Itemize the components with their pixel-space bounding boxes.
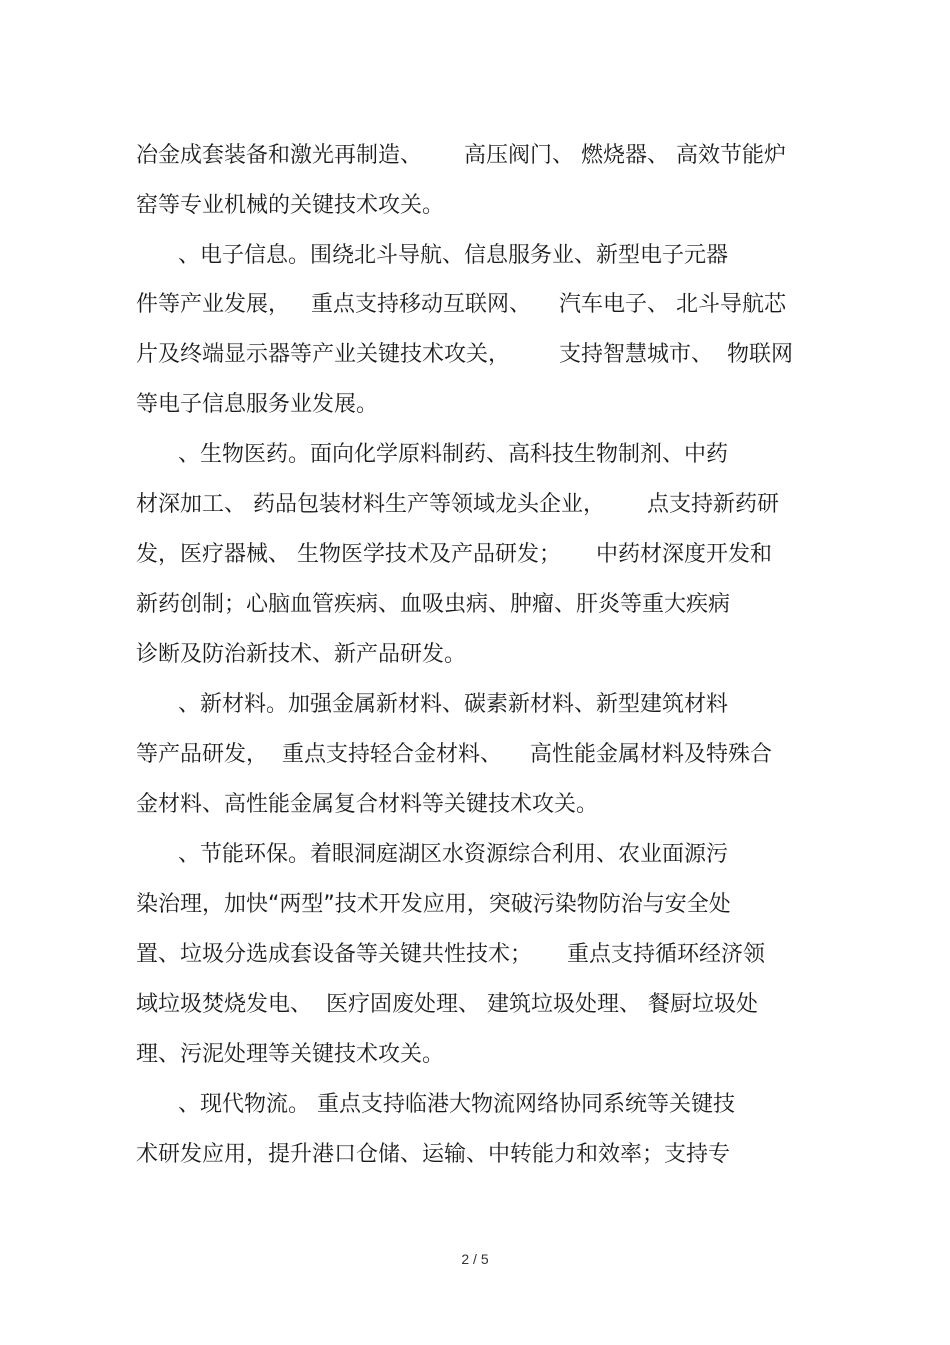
text-line: 理、污泥处理等关键技术攻关。 <box>136 1042 445 1067</box>
paragraph-start-line: 、生物医药。面向化学原料制药、高科技生物制剂、中药 <box>136 442 728 467</box>
paragraph-start-line: 、新材料。加强金属新材料、碳素新材料、新型建筑材料 <box>136 692 728 717</box>
text-line: 染治理，加快“两型”技术开发应用，突破污染物防治与安全处 <box>136 892 731 917</box>
text-line: 域垃圾焚烧发电、 医疗固废处理、 建筑垃圾处理、 餐厨垃圾处 <box>136 992 758 1017</box>
text-line: 置、垃圾分选成套设备等关键共性技术； 重点支持循环经济领 <box>136 942 765 967</box>
text-line: 冶金成套装备和激光再制造、 高压阀门、 燃烧器、 高效节能炉 <box>136 143 786 168</box>
paragraph-start-line: 、电子信息。围绕北斗导航、信息服务业、新型电子元器 <box>136 243 728 268</box>
text-line: 金材料、高性能金属复合材料等关键技术攻关。 <box>136 792 599 817</box>
page-number: 2 / 5 <box>461 1251 489 1267</box>
paragraph-start-line: 、节能环保。着眼洞庭湖区水资源综合利用、农业面源污 <box>136 842 728 867</box>
text-line: 发，医疗器械、 生物医学技术及产品研发； 中药材深度开发和 <box>136 542 772 567</box>
text-line: 片及终端显示器等产业关键技术攻关， 支持智慧城市、 物联网 <box>136 342 793 367</box>
text-line: 件等产业发展， 重点支持移动互联网、 汽车电子、 北斗导航芯 <box>136 292 786 317</box>
text-line: 术研发应用，提升港口仓储、运输、中转能力和效率；支持专 <box>136 1142 731 1167</box>
text-line: 材深加工、 药品包装材料生产等领域龙头企业， 点支持新药研 <box>136 492 779 517</box>
text-line: 窑等专业机械的关键技术攻关。 <box>136 193 445 218</box>
text-line: 新药创制；心脑血管疾病、血吸虫病、肿瘤、肝炎等重大疾病 <box>136 592 731 617</box>
paragraph-start-line: 、现代物流。 重点支持临港大物流网络协同系统等关键技 <box>136 1092 735 1117</box>
text-line: 等电子信息服务业发展。 <box>136 392 379 417</box>
text-line: 等产品研发， 重点支持轻合金材料、 高性能金属材料及特殊合 <box>136 742 772 767</box>
text-line: 诊断及防治新技术、新产品研发。 <box>136 642 467 667</box>
